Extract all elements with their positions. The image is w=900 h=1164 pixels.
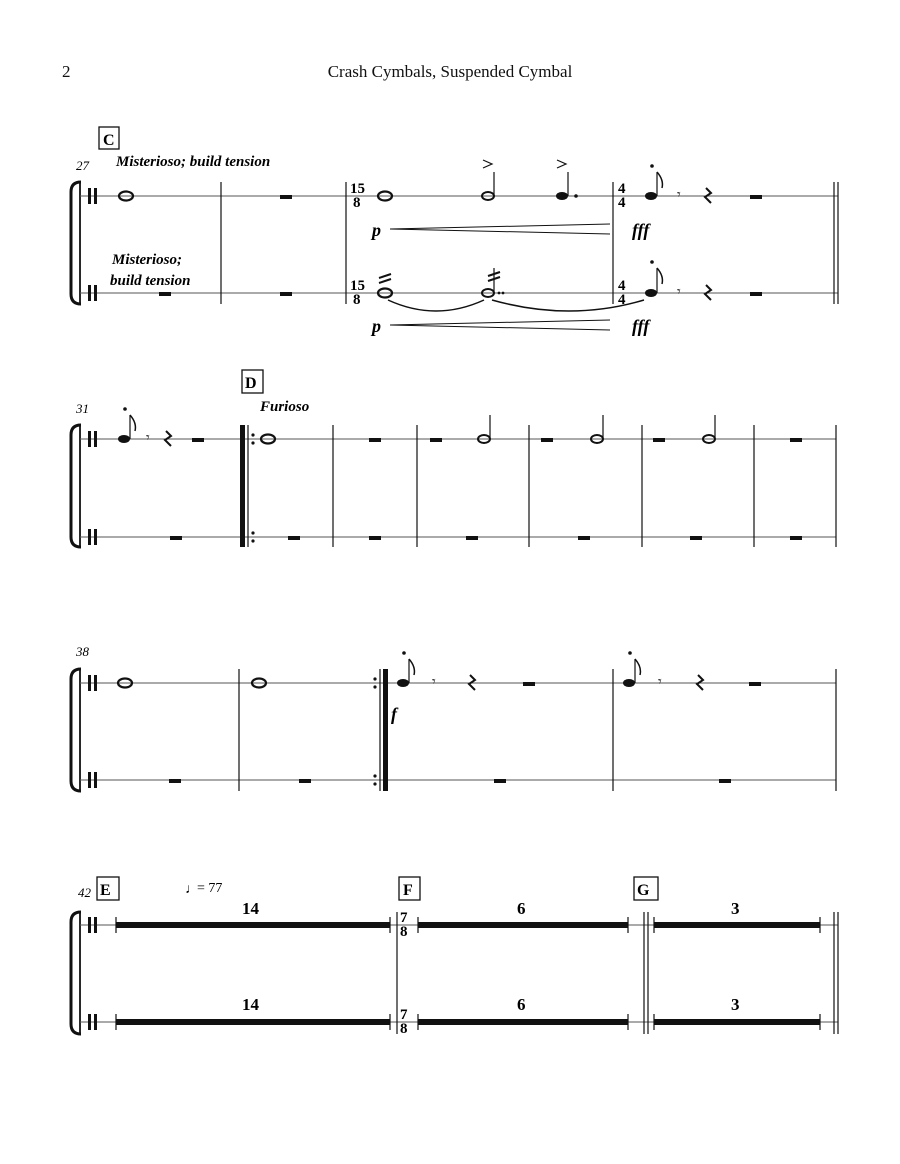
rehearsal-mark: D [245, 375, 257, 392]
dynamic-p: p [372, 220, 381, 240]
multirest-count: 14 [242, 899, 259, 918]
tempo-direction: build tension [110, 273, 191, 289]
eighth-note [645, 164, 662, 200]
time-sig-den: 8 [400, 924, 408, 940]
measure-number: 31 [76, 401, 89, 416]
eighth-note [623, 651, 640, 687]
time-sig-num: 4 [618, 278, 626, 294]
half-rest [523, 682, 535, 686]
rehearsal-mark: G [637, 882, 650, 899]
whole-rest [790, 438, 802, 442]
multimeasure-rest [418, 917, 628, 933]
eighth-rest: 𝄾 [658, 675, 662, 690]
system-2 [71, 370, 836, 547]
accent [557, 160, 566, 168]
crescendo-hairpin [390, 224, 610, 234]
time-sig-den: 8 [353, 292, 361, 308]
dynamic-fff: fff [632, 220, 650, 240]
half-rest [653, 438, 665, 442]
dynamic-p: p [372, 316, 381, 336]
whole-rest [159, 292, 171, 296]
time-sig-num: 7 [400, 910, 408, 926]
half-rest [430, 438, 442, 442]
tempo-direction: Misterioso; [112, 252, 183, 268]
eighth-rest: 𝄾 [146, 431, 150, 446]
eighth-note [645, 260, 662, 297]
tremolo [379, 274, 391, 283]
multimeasure-rest [654, 1014, 820, 1030]
whole-rest [170, 536, 182, 540]
whole-rest [466, 536, 478, 540]
rehearsal-mark: E [100, 882, 111, 899]
whole-rest [690, 536, 702, 540]
eighth-rest: 𝄾 [677, 188, 681, 203]
multirest-count: 3 [731, 995, 740, 1014]
measure-number: 27 [76, 158, 89, 173]
multirest-count: 6 [517, 899, 526, 918]
whole-rest [299, 779, 311, 783]
whole-rest [288, 536, 300, 540]
whole-rest [790, 536, 802, 540]
half-rest [192, 438, 204, 442]
half-rest [541, 438, 553, 442]
eighth-note [118, 407, 135, 443]
crescendo-hairpin [390, 320, 610, 330]
time-sig-den: 4 [618, 292, 626, 308]
time-sig-num: 4 [618, 181, 626, 197]
dynamic-fff: fff [632, 316, 650, 336]
repeat-end [373, 669, 388, 791]
multirest-count: 3 [731, 899, 740, 918]
eighth-rest: 𝄾 [677, 285, 681, 300]
multimeasure-rest [116, 917, 390, 933]
multimeasure-rest [418, 1014, 628, 1030]
whole-rest [280, 195, 292, 199]
system-4 [71, 877, 838, 1037]
page-number: 2 [62, 62, 71, 81]
whole-rest [494, 779, 506, 783]
system-3 [71, 644, 836, 791]
multimeasure-rest [654, 917, 820, 933]
whole-rest [578, 536, 590, 540]
tempo-marking: = 77 [197, 881, 223, 896]
tie [388, 300, 484, 311]
whole-rest [369, 536, 381, 540]
whole-rest [280, 292, 292, 296]
measure-number: 38 [76, 644, 89, 659]
half-rest [749, 682, 761, 686]
eighth-rest: 𝄾 [432, 675, 436, 690]
time-sig-num: 15 [350, 181, 365, 197]
repeat-start [240, 425, 255, 547]
whole-rest [169, 779, 181, 783]
time-sig-num: 15 [350, 278, 365, 294]
rehearsal-mark: C [103, 132, 115, 149]
tempo-note: ♩ [185, 882, 199, 897]
multirest-count: 6 [517, 995, 526, 1014]
half-rest [750, 292, 762, 296]
time-sig-den: 8 [353, 195, 361, 211]
eighth-note [397, 651, 414, 687]
multimeasure-rest [116, 1014, 390, 1030]
rehearsal-mark: F [403, 882, 413, 899]
time-sig-den: 8 [400, 1021, 408, 1037]
dotted-quarter-note [556, 192, 568, 200]
time-sig-num: 7 [400, 1007, 408, 1023]
tempo-direction: Misterioso; build tension [116, 154, 271, 170]
dynamic-f: f [391, 704, 397, 724]
page-title: Crash Cymbals, Suspended Cymbal [327, 62, 573, 81]
whole-rest [369, 438, 381, 442]
system-1 [71, 127, 838, 336]
tempo-direction: Furioso [260, 399, 310, 415]
accent [483, 160, 492, 168]
time-sig-den: 4 [618, 195, 626, 211]
multirest-count: 14 [242, 995, 259, 1014]
whole-rest [719, 779, 731, 783]
measure-number: 42 [78, 885, 91, 900]
half-rest [750, 195, 762, 199]
